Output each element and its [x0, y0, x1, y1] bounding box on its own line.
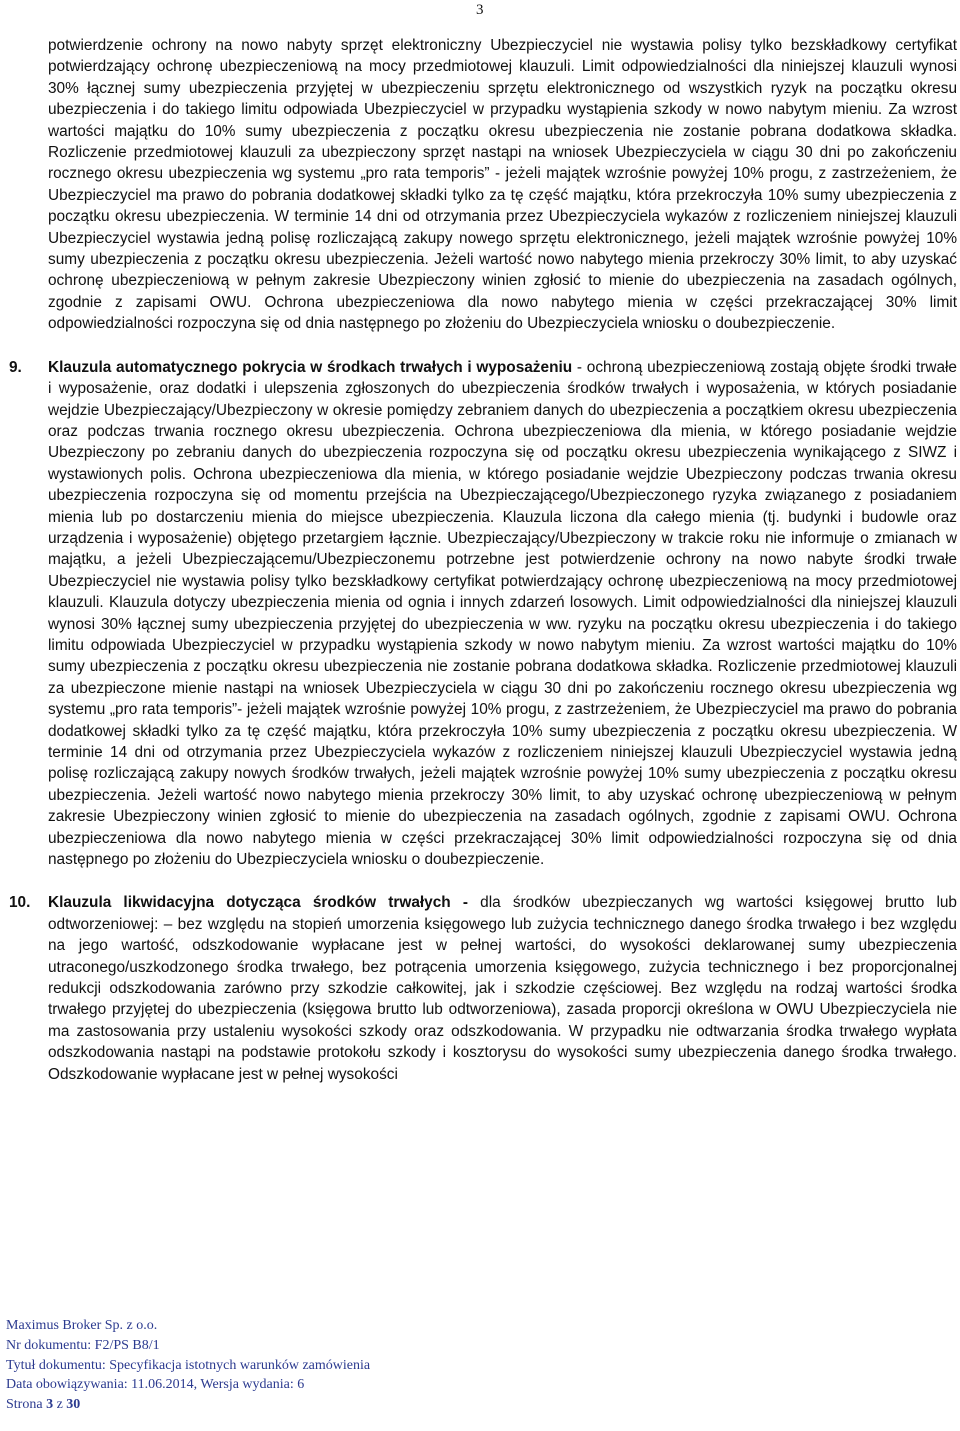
document-body: [9, 35, 958, 1085]
clause-item-9: [9, 357, 957, 871]
clause-number: 10.: [9, 894, 31, 912]
intro-paragraph: [48, 35, 957, 335]
document-footer: [6, 1316, 370, 1415]
footer-page-total: 30: [66, 1397, 81, 1413]
footer-page-sep: z: [56, 1397, 63, 1413]
footer-page-current: 3: [46, 1397, 54, 1413]
footer-company: Maximus Broker Sp. z o.o.: [6, 1318, 158, 1333]
clause-item-10: [9, 892, 957, 1085]
clause-number: 9.: [9, 358, 22, 376]
footer-doc-number: Nr dokumentu: F2/PS B8/1: [6, 1337, 160, 1353]
clause-body: dla środków ubezpieczanych wg wartości księgowej brutto lub odtworzeniowej: – bez względu na stopień umorzenia księgowego lub zużycia technicznego danego środka trwałego i bez względu na jego wartość, odszkodowanie wypłacane jest w pełnej wartości, do wysokości deklarowanej sumy ubezpieczenia utraconego/uszkodzonego środka trwałego, bez potrącenia umorzenia księgowego, zużycia technicznego i bez proporcjonalnej redukcji odszkodowania zarówno przy szkodzie całkowitej, jak i szkodzie częściowej. Bez względu na rodzaj wartości środka trwałego przyjętej do ubezpieczenia (księgowa brutto lub odtworzeniowa), zasada proporcji określona w OWU Ubezpieczyciela nie ma zastosowania przy ustaleniu wysokości szkody oraz odszkodowania. W przypadku nie odtwarzania środka trwałego wypłata odszkodowania nastąpi na podstawie protokołu szkody i kosztorysu do wysokości sumy ubezpieczenia danego środka trwałego. Odszkodowanie wypłacane jest w pełnej wysokości: [48, 894, 957, 1083]
footer-validity: Data obowiązywania: 11.06.2014, Wersja wydania: 6: [6, 1377, 305, 1393]
intro-paragraph-part-b: Za wzrost wartości majątku do 10% sumy ubezpieczenia z początku okresu ubezpieczenia nie zostanie pobrana dodatkowa składka. Rozliczenie przedmiotowej klauzuli za ubezpieczony sprzęt nastąpi na wniosek Ubezpieczyciela w ciągu 30 dni po zakończeniu rocznego okresu ubezpieczenia wg systemu „pro rata temporis” - jeżeli majątek wzrośnie powyżej 10% progu, z zastrzeżeniem, że Ubezpieczyciel ma prawo do pobrania dodatkowej składki tylko za tę część majątku, która przekroczyła 10% sumy ubezpieczenia z początku okresu ubezpieczenia. W terminie 14 dni od otrzymania przez Ubezpieczyciela wykazów z rozliczeniem niniejszej klauzuli Ubezpieczyciel wystawia jedną polisę rozliczającą zakupy nowego sprzętu elektronicznego, jeżeli majątek wzrośnie powyżej 10% sumy ubezpieczenia z początku okresu ubezpieczenia. Jeżeli wartość nowo nabytego mienia przekroczy 30% limit, to aby uzyskać ochronę ubezpieczeniową w pełnym zakresie Ubezpieczony winien zgłosić to mienie do ubezpieczenia na zasadach ogólnych, zgodnie z zapisami OWU. Ochrona ubezpieczeniowa dla nowo nabytego mienia w części przekraczającej 30% limit odpowiedzialności rozpoczyna się od dnia następnego po złożeniu do Ubezpieczyciela wniosku o doubezpieczenie.: [48, 101, 958, 333]
footer-page-prefix: Strona: [6, 1397, 43, 1413]
clause-title: Klauzula likwidacyjna dotycząca środków trwałych -: [48, 894, 468, 912]
intro-paragraph-part-a: potwierdzenie ochrony na nowo nabyty sprzęt elektroniczny Ubezpieczyciel nie wystawia polisy tylko bezskładkowy certyfikat potwierdzający ochronę ubezpieczeniową na mocy przedmiotowej klauzuli. Limit odpowiedzialności dla niniejszej klauzuli wynosi 30% łącznej sumy ubezpieczenia przyjętej w ubezpieczeniu sprzętu elektronicznego od wszystkich ryzyk na początku okresu ubezpieczenia i do takiego limitu odpowiada Ubezpieczyciel w przypadku wystąpienia szkody w nowo nabytym mieniu.: [48, 37, 957, 119]
footer-page-indicator: [6, 1395, 370, 1415]
clause-body: - ochroną ubezpieczeniową zostają objęte środki trwałe i wyposażenie, oraz dodatki i ulepszenia zgłoszonych do ubezpieczenia środków trwałych i wyposażenia, w których posiadanie wejdzie Ubezpieczający/Ubezpieczony w okresie pomiędzy zebraniem danych do ubezpieczenia a początkiem okresu ubezpieczenia oraz podczas trwania rocznego okresu ubezpieczenia. Ochrona ubezpieczeniowa dla mienia, w którego posiadanie wejdzie Ubezpieczony po zebraniu danych do ubezpieczenia rozpoczyna się od początku okresu ubezpieczenia wynikającego z SIWZ i wystawionych polis. Ochrona ubezpieczeniowa dla mienia, w którego posiadanie wejdzie Ubezpieczony podczas trwania okresu ubezpieczenia rozpoczyna się od momentu przejścia na Ubezpieczającego/Ubezpieczonego ryzyka związanego z posiadaniem mienia lub po dostarczeniu mienia do miejsce ubezpieczenia. Klauzula liczona dla całego mienia (tj. budynki i budowle oraz urządzenia i wyposażenie) objętego przetargiem łącznie. Ubezpieczający/Ubezpieczony w trakcie roku nie informuje o zmianach w majątku, a jeżeli Ubezpieczającemu/Ubezpieczonemu potrzebne jest potwierdzenie ochrony na nowo nabyte środki trwałe Ubezpieczyciel nie wystawia polisy tylko bezskładkowy certyfikat potwierdzający ochronę ubezpieczeniową na mocy przedmiotowej klauzuli. Klauzula dotyczy ubezpieczenia mienia od ognia i innych zdarzeń losowych. Limit odpowiedzialności dla niniejszej klauzuli wynosi 30% łącznej sumy ubezpieczenia przyjętej do ubezpieczenia w ww. ryzyku na początku okresu ubezpieczenia i do takiego limitu odpowiada Ubezpieczyciel w przypadku wystąpienia szkody w nowo nabytym mieniu. Za wzrost wartości majątku do 10% sumy ubezpieczenia z początku okresu ubezpieczenia nie zostanie pobrana dodatkowa składka. Rozliczenie przedmiotowej klauzuli za ubezpieczone mienie nastąpi na wniosek Ubezpieczyciela w ciągu 30 dni po zakończeniu rocznego okresu ubezpieczenia wg systemu „pro rata temporis”- jeżeli majątek wzrośnie powyżej 10% progu, z zastrzeżeniem, że Ubezpieczyciel ma prawo do pobrania dodatkowej składki tylko za tę część majątku, która przekroczyła 10% sumy ubezpieczenia z początku okresu ubezpieczenia. W terminie 14 dni od otrzymania przez Ubezpieczyciela wykazów z rozliczeniem niniejszej klauzuli Ubezpieczyciel wystawia jedną polisę rozliczającą zakupy nowych środków trwałych, jeżeli majątek wzrośnie powyżej 10% sumy ubezpieczenia z początku okresu ubezpieczenia. Jeżeli wartość nowo nabytego mienia przekroczy 30% limit, to aby uzyskać ochronę ubezpieczeniową w pełnym zakresie Ubezpieczony winien zgłosić to mienie do ubezpieczenia na zasadach ogólnych, zgodnie z zapisami OWU. Ochrona ubezpieczeniowa dla nowo nabytego mienia w części przekraczającej 30% limit odpowiedzialności rozpoczyna się od dnia następnego po złożeniu do Ubezpieczyciela wniosku o doubezpieczenie.: [48, 358, 957, 869]
footer-doc-title: Tytuł dokumentu: Specyfikacja istotnych warunków zamówienia: [6, 1357, 371, 1373]
page-number: 3: [476, 2, 484, 18]
clause-title: Klauzula automatycznego pokrycia w środkach trwałych i wyposażeniu: [48, 358, 573, 376]
